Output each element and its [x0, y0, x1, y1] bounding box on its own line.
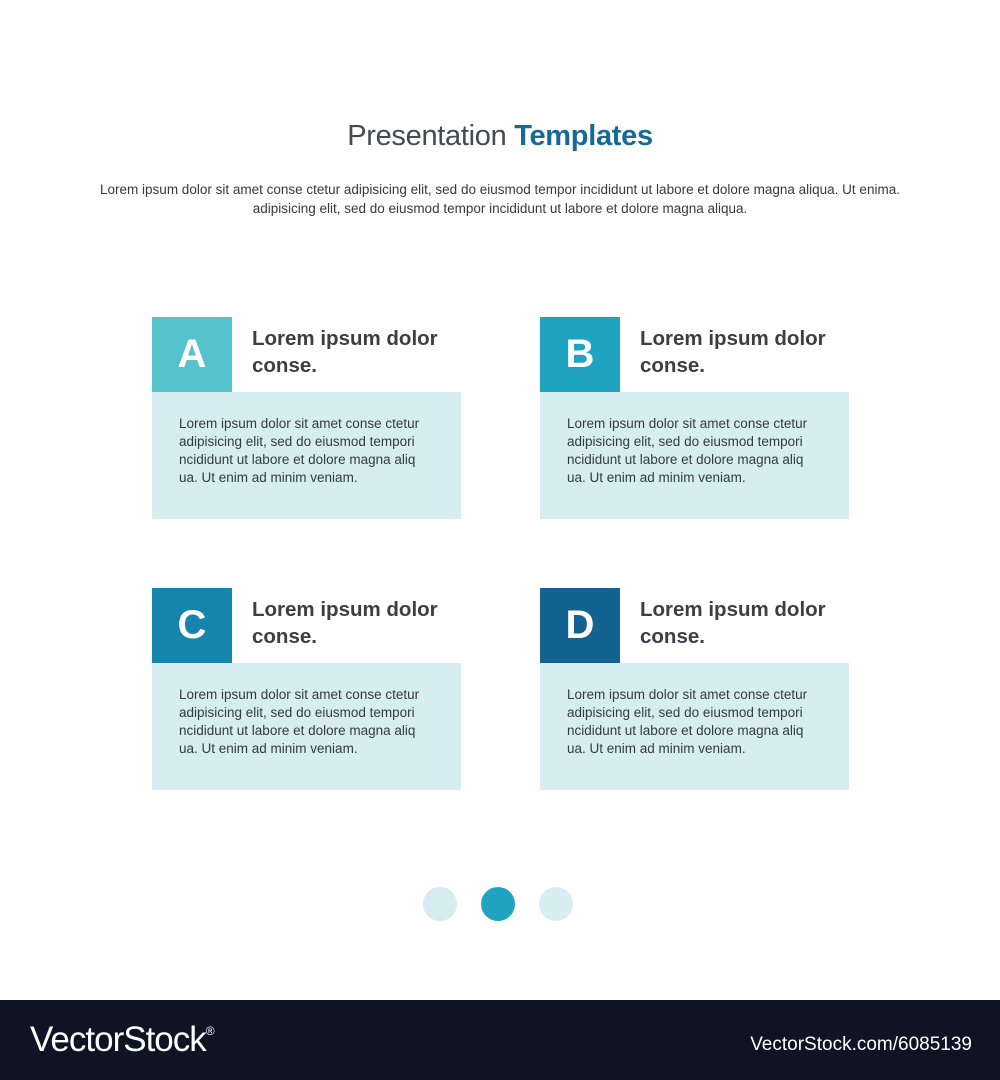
letter-badge-b: B: [540, 317, 620, 392]
card-heading-line: Lorem ipsum dolor: [252, 327, 438, 350]
page-subtitle: [60, 180, 940, 218]
letter-badge-a: A: [152, 317, 232, 392]
pagination-dots: [0, 887, 1000, 921]
card-body-line: Lorem ipsum dolor sit amet conse ctetur: [179, 687, 420, 702]
title-part-regular: Presentation: [347, 120, 507, 152]
pagination-dot-1[interactable]: [423, 887, 457, 921]
card-heading: [640, 596, 855, 650]
card-body-line: ncididunt ut labore et dolore magna aliq: [179, 452, 416, 467]
card-body-line: ua. Ut enim ad minim veniam.: [567, 470, 746, 485]
card-body-line: ua. Ut enim ad minim veniam.: [179, 470, 358, 485]
letter-badge-d: D: [540, 588, 620, 663]
card-heading: [252, 596, 467, 650]
card-c: [152, 588, 461, 790]
stock-id: VectorStock.com/6085139: [750, 1034, 972, 1055]
card-b: [540, 317, 849, 519]
page-title: [0, 120, 1000, 153]
card-body: [152, 663, 461, 790]
pagination-dot-2[interactable]: [481, 887, 515, 921]
subtitle-line: Lorem ipsum dolor sit amet conse ctetur adipisicing elit, sed do eiusmod tempor incididunt ut labore et dolore magna aliqua. Ut enima.: [100, 182, 900, 197]
registered-mark: ®: [205, 1024, 214, 1038]
card-a: [152, 317, 461, 519]
card-body-line: ncididunt ut labore et dolore magna aliq: [567, 452, 804, 467]
card-body-line: adipisicing elit, sed do eiusmod tempori: [179, 705, 415, 720]
card-heading: [640, 325, 855, 379]
card-heading: [252, 325, 467, 379]
card-body: [540, 392, 849, 519]
card-body-line: ua. Ut enim ad minim veniam.: [179, 741, 358, 756]
card-body-line: ncididunt ut labore et dolore magna aliq: [567, 723, 804, 738]
logo-text: VectorStock: [30, 1020, 206, 1059]
card-heading-line: conse.: [252, 625, 317, 648]
pagination-dot-3[interactable]: [539, 887, 573, 921]
subtitle-line: adipisicing elit, sed do eiusmod tempor incididunt ut labore et dolore magna aliqua.: [252, 201, 748, 216]
card-body-line: adipisicing elit, sed do eiusmod tempori: [179, 434, 415, 449]
card-d: [540, 588, 849, 790]
vectorstock-logo: [30, 1020, 214, 1060]
card-heading-line: conse.: [640, 625, 705, 648]
card-heading-line: conse.: [252, 354, 317, 377]
watermark-footer: [0, 1000, 1000, 1080]
card-body-line: Lorem ipsum dolor sit amet conse ctetur: [567, 416, 808, 431]
letter-badge-c: C: [152, 588, 232, 663]
card-heading-line: Lorem ipsum dolor: [640, 598, 826, 621]
card-heading-line: Lorem ipsum dolor: [640, 327, 826, 350]
card-heading-line: conse.: [640, 354, 705, 377]
card-body-line: adipisicing elit, sed do eiusmod tempori: [567, 434, 803, 449]
card-heading-line: Lorem ipsum dolor: [252, 598, 438, 621]
card-body-line: ncididunt ut labore et dolore magna aliq: [179, 723, 416, 738]
card-body: [152, 392, 461, 519]
card-body-line: Lorem ipsum dolor sit amet conse ctetur: [179, 416, 420, 431]
card-body-line: Lorem ipsum dolor sit amet conse ctetur: [567, 687, 808, 702]
card-body-line: ua. Ut enim ad minim veniam.: [567, 741, 746, 756]
card-body: [540, 663, 849, 790]
title-part-accent: Templates: [514, 120, 653, 152]
card-body-line: adipisicing elit, sed do eiusmod tempori: [567, 705, 803, 720]
